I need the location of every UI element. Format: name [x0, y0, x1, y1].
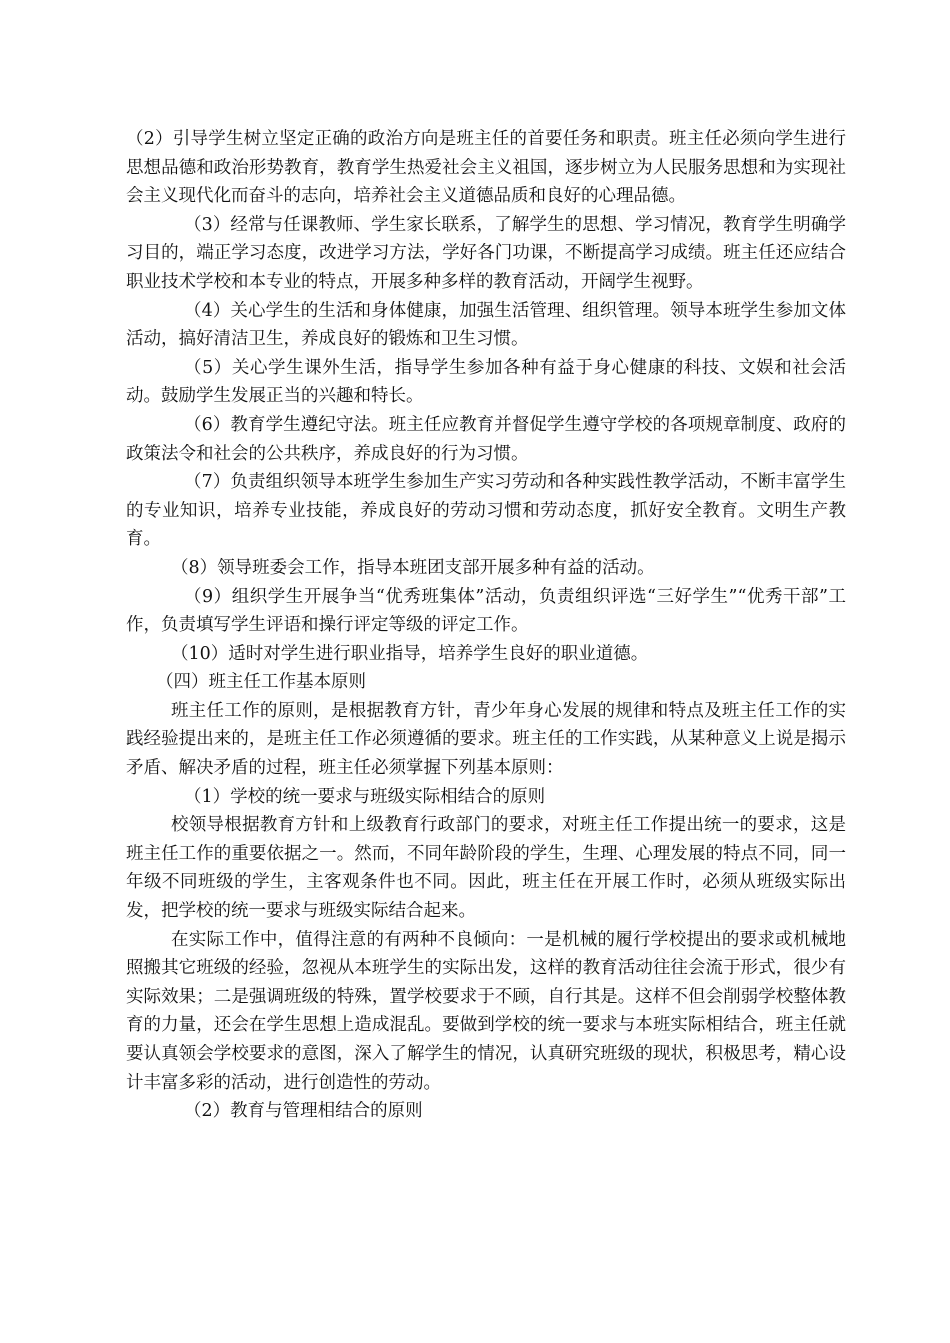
subheading-principle-2: （2）教育与管理相结合的原则: [184, 1101, 423, 1122]
paragraph-principles-intro: 班主任工作的原则，是根据教育方针，青少年身心发展的规律和特点及班主任工作的实践经验提出来的，是班主任工作必须遵循的要求。班主任的工作实践，从某种意义上说是揭示矛盾、解决矛盾的过程，班主任必须掌握下列基本原则：: [126, 700, 846, 779]
paragraph-duty-3: （3）经常与任课教师、学生家长联系，了解学生的思想、学习情况，教育学生明确学习目的，端正学习态度，改进学习方法，学好各门功课，不断提高学习成绩。班主任还应结合职业技术学校和本专业的特点，开展多种多样的教育活动，开阔学生视野。: [126, 214, 846, 292]
paragraph-duty-5: （5）关心学生课外生活，指导学生参加各种有益于身心健康的科技、文娱和社会活动。鼓励学生发展正当的兴趣和特长。: [126, 357, 846, 407]
paragraph-duty-4: （4）关心学生的生活和身体健康，加强生活管理、组织管理。领导本班学生参加文体活动，搞好清洁卫生，养成良好的锻炼和卫生习惯。: [126, 300, 846, 350]
document-body: [126, 125, 846, 1126]
paragraph-duty-9: （9）组织学生开展争当“优秀班集体”活动，负责组织评选“三好学生”“优秀干部”工作，负责填写学生评语和操行评定等级的评定工作。: [126, 586, 846, 636]
paragraph-duty-2: （2）引导学生树立坚定正确的政治方向是班主任的首要任务和职责。班主任必须向学生进行思想品德和政治形势教育，教育学生热爱社会主义祖国，逐步树立为人民服务思想和为实现社会主义现代化而奋斗的志向，培养社会主义道德品质和良好的心理品德。: [126, 129, 846, 207]
paragraph-principle-1-a: 校领导根据教育方针和上级教育行政部门的要求，对班主任工作提出统一的要求，这是班主任工作的重要依据之一。然而，不同年龄阶段的学生，生理、心理发展的特点不同，同一年级不同班级的学生，主客观条件也不同。因此，班主任在开展工作时，必须从班级实际出发，把学校的统一要求与班级实际结合起来。: [126, 815, 846, 922]
paragraph-duty-10: （10）适时对学生进行职业指导，培养学生良好的职业道德。: [171, 643, 649, 664]
section-heading-principles: （四）班主任工作基本原则: [156, 672, 366, 693]
paragraph-duty-7: （7）负责组织领导本班学生参加生产实习劳动和各种实践性教学活动，不断丰富学生的专业知识，培养专业技能，养成良好的劳动习惯和劳动态度，抓好安全教育。文明生产教育。: [126, 472, 846, 550]
paragraph-principle-1-b: 在实际工作中，值得注意的有两种不良倾向：一是机械的履行学校提出的要求或机械地照搬其它班级的经验，忽视从本班学生的实际出发，这样的教育活动往往会流于形式，很少有实际效果；二是强调班级的特殊，置学校要求于不顾，自行其是。这样不但会削弱学校整体教育的力量，还会在学生思想上造成混乱。要做到学校的统一要求与本班实际相结合，班主任就要认真领会学校要求的意图，深入了解学生的情况，认真研究班级的现状，积极思考，精心设计丰富多彩的活动，进行创造性的劳动。: [126, 929, 846, 1093]
paragraph-duty-6: （6）教育学生遵纪守法。班主任应教育并督促学生遵守学校的各项规章制度、政府的政策法令和社会的公共秩序，养成良好的行为习惯。: [126, 414, 846, 464]
paragraph-duty-8: （8）领导班委会工作，指导本班团支部开展多种有益的活动。: [171, 557, 655, 578]
subheading-principle-1: （1）学校的统一要求与班级实际相结合的原则: [184, 786, 546, 807]
